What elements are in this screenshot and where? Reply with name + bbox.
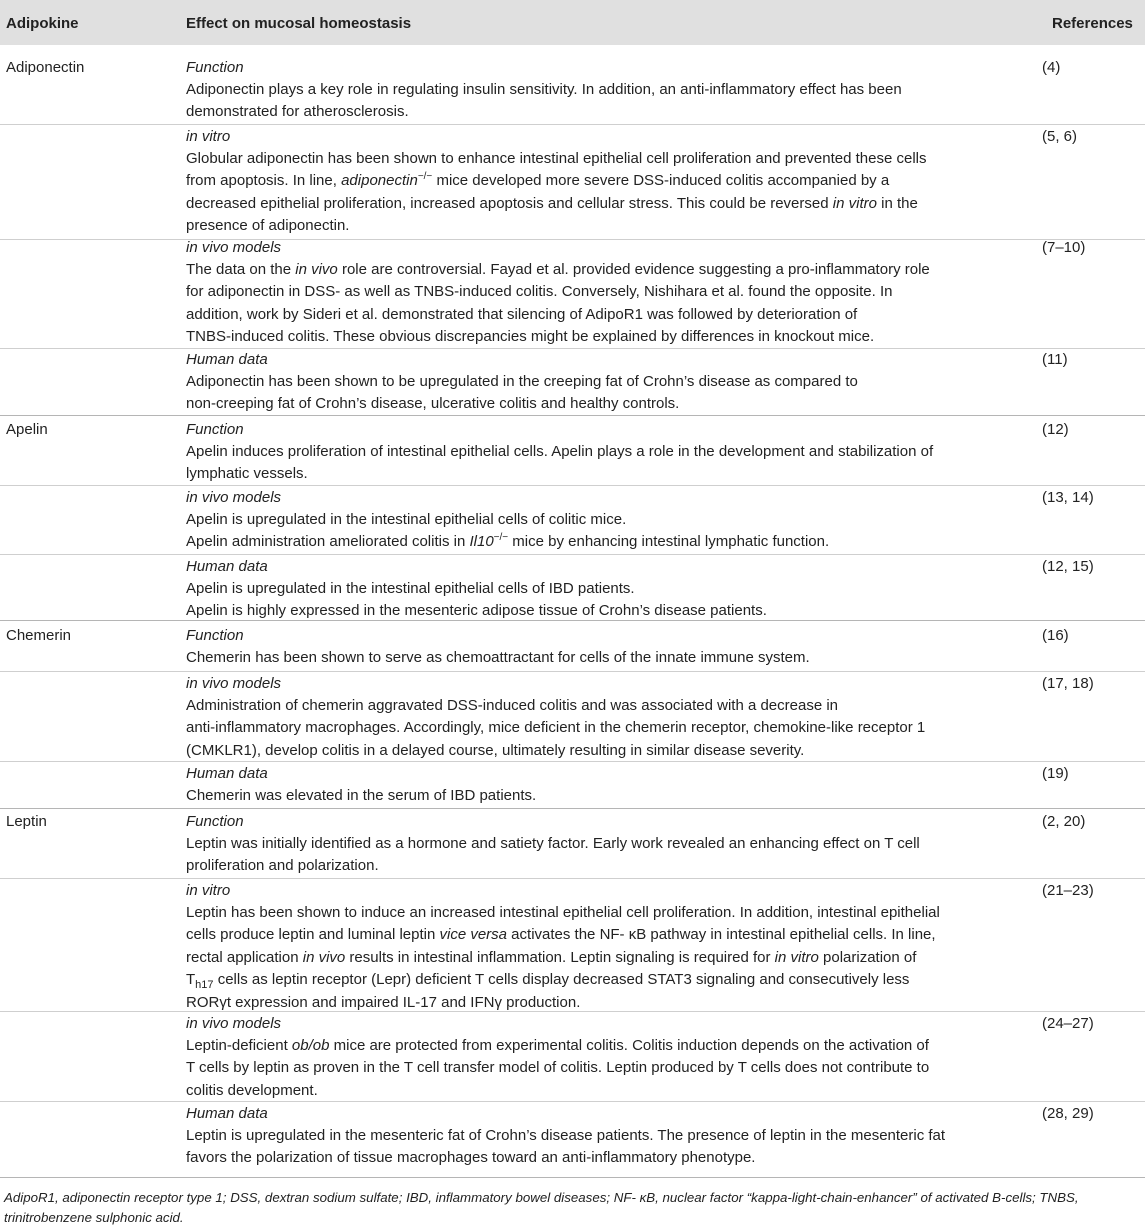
table-row: [186, 673, 1026, 762]
reference-cell: (21–23): [1042, 882, 1094, 899]
row-divider: [0, 124, 1145, 125]
category-label: Human data: [186, 558, 268, 575]
reference-cell: (28, 29): [1042, 1105, 1094, 1122]
table-row: [186, 419, 1026, 486]
row-divider: [0, 554, 1145, 555]
adipokine-apelin: Apelin: [6, 421, 48, 438]
category-label: in vitro: [186, 128, 231, 145]
row-text: Chemerin was elevated in the serum of IBD patients.: [186, 787, 537, 804]
row-divider: [0, 671, 1145, 672]
table-row: [186, 811, 1026, 878]
adipokine-chemerin: Chemerin: [6, 627, 72, 644]
adipokine-leptin: Leptin: [6, 813, 47, 830]
table-row: [186, 880, 1026, 1014]
table-header: [0, 0, 1145, 45]
row-text: Administration of chemerin aggravated DSS-induced colitis and was associated with a decrease in anti-inflammatory macrophages. Accordingly, mice deficient in the chemerin receptor, chemokine-like receptor 1 (CMKLR1), develop colitis in a delayed course, ultimately resulting in similar disease severity.: [186, 697, 926, 759]
row-text: Apelin is upregulated in the intestinal epithelial cells of IBD patients. Apelin is highly expressed in the mesenteric adipose tissue of Crohn’s disease patients.: [186, 580, 767, 620]
category-label: Function: [186, 813, 244, 830]
table-row: [186, 487, 1026, 554]
reference-cell: (16): [1042, 627, 1069, 644]
row-text: Leptin-deficient ob/ob mice are protected from experimental colitis. Colitis induction depends on the activation of T cells by leptin as proven in the T cell transfer model of colitis. Leptin produced by T cells does not contribute to colitis development.: [186, 1037, 930, 1099]
row-text: Chemerin has been shown to serve as chemoattractant for cells of the innate immune system.: [186, 649, 810, 666]
category-label: Function: [186, 421, 244, 438]
category-label: Human data: [186, 1105, 268, 1122]
reference-cell: (2, 20): [1042, 813, 1086, 830]
table-row: [186, 1103, 1026, 1170]
reference-cell: (12): [1042, 421, 1069, 438]
reference-cell: (13, 14): [1042, 489, 1094, 506]
table-row: [186, 349, 1026, 416]
category-label: Human data: [186, 765, 268, 782]
reference-cell: (12, 15): [1042, 558, 1094, 575]
reference-cell: (4): [1042, 59, 1061, 76]
column-header-adipokine: Adipokine: [6, 15, 79, 32]
table-row: [186, 556, 1026, 623]
row-text: Leptin has been shown to induce an increased intestinal epithelial cell proliferation. In addition, intestinal epithelial cells produce leptin and luminal leptin vice versa activates the NF- κB pathway in intestinal epithelial cells. In line, rectal application in vivo results in intestinal inflammation. Leptin signaling is required for in vitro polarization of $T_{h17}$ cells as leptin receptor (Lepr) deficient T cells display decreased STAT3 signaling and consecutively less RORγt expression and impaired IL-17 and IFNγ production.: [186, 904, 940, 1011]
reference-cell: (24–27): [1042, 1015, 1094, 1032]
row-text: Adiponectin plays a key role in regulating insulin sensitivity. In addition, an anti-inflammatory effect has been demonstrated for atherosclerosis.: [186, 81, 902, 121]
table-row: [186, 1013, 1026, 1102]
table-footnote: AdipoR1, adiponectin receptor type 1; DSS, dextran sodium sulfate; IBD, inflammatory bowel diseases; NF- κB, nuclear factor “kappa-light-chain-enhancer” of activated B-cells; TNBS, trinitrobenzene sulphonic acid.: [4, 1190, 1079, 1225]
table-row: [186, 763, 1026, 807]
row-text: Apelin induces proliferation of intestinal epithelial cells. Apelin plays a role in the development and stabilization of lymphatic vessels.: [186, 443, 934, 483]
category-label: Function: [186, 627, 244, 644]
adipokine-adiponectin: Adiponectin: [6, 59, 85, 76]
category-label: in vitro: [186, 882, 231, 899]
column-header-references: References: [1052, 15, 1133, 32]
row-divider: [0, 878, 1145, 879]
row-text: The data on the in vivo role are controversial. Fayad et al. provided evidence suggesting a pro-inflammatory role for adiponectin in DSS- as well as TNBS-induced colitis. Conversely, Nishihara et al. found the opposite. In addition, work by Sideri et al. demonstrated that silencing of AdipoR1 was followed by deterioration of TNBS-induced colitis. These obvious discrepancies might be explained by differences in knockout mice.: [186, 261, 930, 346]
reference-cell: (7–10): [1042, 239, 1086, 256]
row-text: Leptin is upregulated in the mesenteric fat of Crohn’s disease patients. The presence of leptin in the mesenteric fat favors the polarization of tissue macrophages toward an anti-inflammatory phenotype.: [186, 1127, 946, 1167]
table-row: [186, 625, 1026, 669]
category-label: Function: [186, 59, 244, 76]
category-label: in vivo models: [186, 489, 282, 506]
column-header-effect: Effect on mucosal homeostasis: [186, 15, 412, 32]
table-row: [186, 237, 1026, 349]
reference-cell: (5, 6): [1042, 128, 1078, 145]
reference-cell: (19): [1042, 765, 1069, 782]
row-text: Apelin is upregulated in the intestinal epithelial cells of colitic mice. Apelin administration ameliorated colitis in Il10−/− mice by enhancing intestinal lymphatic function.: [186, 511, 830, 551]
reference-cell: (17, 18): [1042, 675, 1094, 692]
table-bottom-rule: [0, 1177, 1145, 1178]
category-label: in vivo models: [186, 1015, 282, 1032]
category-label: in vivo models: [186, 675, 282, 692]
row-text: Globular adiponectin has been shown to enhance intestinal epithelial cell proliferation and prevented these cells from apoptosis. In line, adiponectin−/− mice developed more severe DSS-induced colitis accompanied by a decreased epithelial proliferation, increased apoptosis and cellular stress. This could be reversed in vitro in the presence of adiponectin.: [186, 150, 927, 235]
category-label: in vivo models: [186, 239, 282, 256]
reference-cell: (11): [1042, 351, 1068, 368]
row-text: Adiponectin has been shown to be upregulated in the creeping fat of Crohn’s disease as compared to non-creeping fat of Crohn’s disease, ulcerative colitis and healthy controls.: [186, 373, 858, 413]
group-divider: [0, 808, 1145, 809]
table-row: [186, 57, 1026, 124]
row-text: Leptin was initially identified as a hormone and satiety factor. Early work revealed an enhancing effect on T cell proliferation and polarization.: [186, 835, 920, 875]
category-label: Human data: [186, 351, 268, 368]
table-row: [186, 126, 1026, 238]
